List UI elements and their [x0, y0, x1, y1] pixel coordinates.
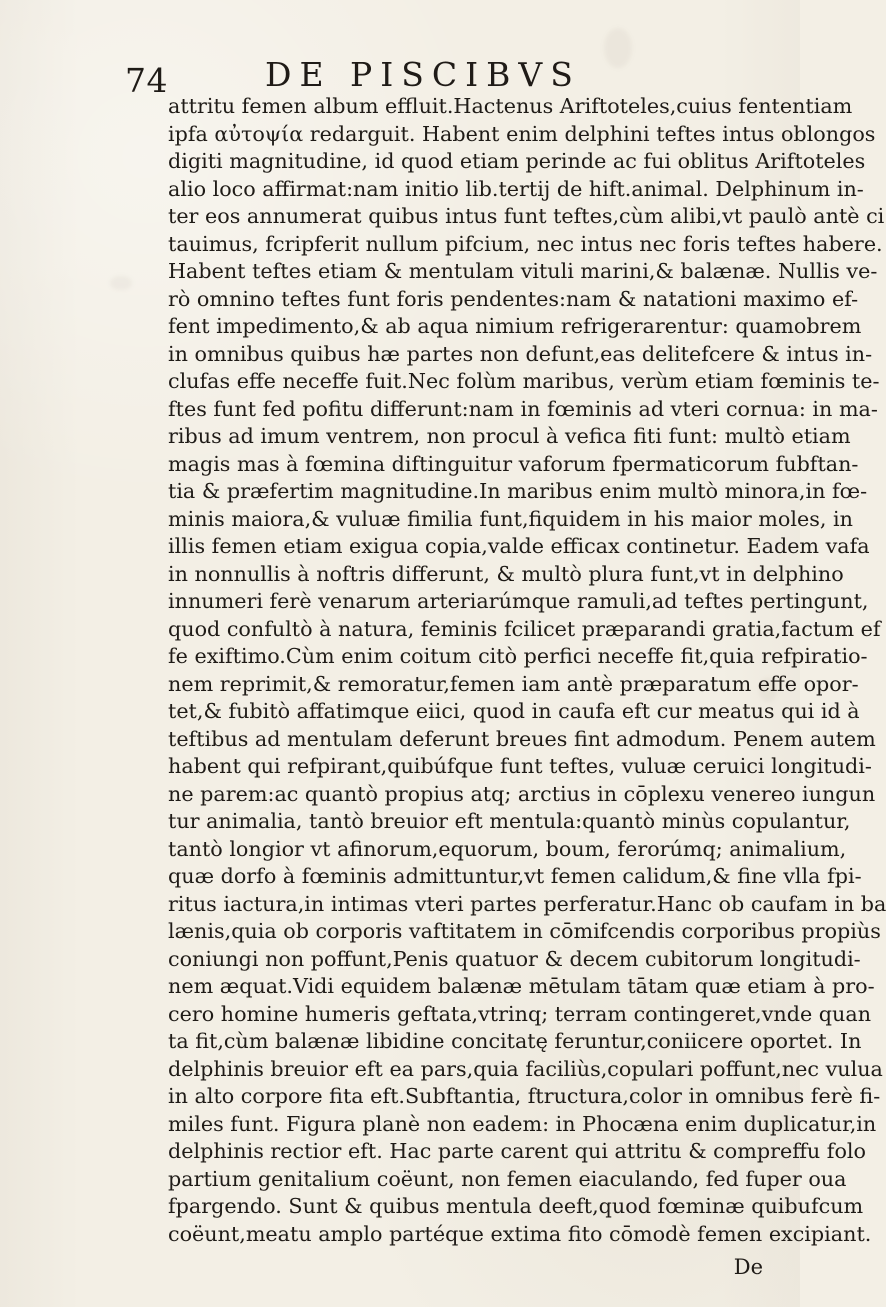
page-number: 74: [125, 61, 168, 100]
text-line: quæ dorfo à fœminis admittuntur,vt femen calidum,& fine vlla fpi-: [168, 864, 862, 888]
text-line: tantò longior vt afinorum,equorum, boum, ferorúmq; animalium,: [168, 836, 847, 861]
text-line: lænis,quia ob corporis vaftitatem in cōmifcendis corporibus propiùs: [168, 919, 881, 943]
text-line: cero homine humeris geftata,vtrinq; terram contingeret,vnde quan: [168, 1001, 872, 1026]
text-line: coëunt,meatu amplo partéque extima fito cōmodè femen excipiant.: [168, 1221, 872, 1246]
text-line: in omnibus quibus hæ partes non defunt,eas delitefcere & intus in-: [168, 341, 873, 366]
text-line: delphinis rectior eft. Hac parte carent qui attritu & compreffu folo: [168, 1139, 866, 1163]
text-line: ritus iactura,in intimas vteri partes perferatur.Hanc ob caufam in ba: [168, 891, 886, 916]
text-line: fent impedimento,& ab aqua nimium refrigerarentur: quamobrem: [168, 314, 862, 338]
text-line: fe exiftimo.Cùm enim coitum citò perfici neceffe fit,quia refpiratio-: [168, 644, 868, 668]
text-line: clufas effe neceffe fuit.Nec folùm maribus, verùm etiam fœminis te-: [168, 369, 880, 393]
text-line: in alto corpore fita eft.Subftantia, ftructura,color in omnibus ferè fi-: [168, 1084, 881, 1108]
text-line: partium genitalium coëunt, non femen eiaculando, fed fuper oua: [168, 1166, 847, 1191]
text-line: teftibus ad mentulam deferunt breues fint admodum. Penem autem: [168, 726, 876, 751]
text-line: habent qui refpirant,quibúfque funt teftes, vuluæ ceruici longitudi-: [168, 754, 872, 778]
text-line: tet,& fubitò affatimque eiici, quod in caufa eft cur meatus qui id à: [168, 699, 860, 723]
text-line: minis maiora,& vuluæ fimilia funt,fiquidem in his maior moles, in: [168, 506, 853, 531]
text-line: digiti magnitudine, id quod etiam perinde ac fui oblitus Ariftoteles: [168, 149, 866, 173]
text-line: tauimus, fcripferit nullum pifcium, nec intus nec foris teftes habere.: [168, 231, 883, 256]
text-line: ipfa αὐτοψία redarguit. Habent enim delphini teftes intus oblongos: [168, 121, 876, 146]
text-line: alio loco affirmat:nam initio lib.tertij de hift.animal. Delphinum in-: [168, 176, 864, 201]
text-line: magis mas à fœmina diftinguitur vaforum fpermaticorum fubftan-: [168, 451, 859, 476]
text-line: innumeri ferè venarum arteriarúmque ramuli,ad teftes pertingunt,: [168, 589, 869, 613]
text-line: attritu femen album effluit.Hactenus Ariftoteles,cuius fententiam: [168, 94, 853, 118]
text-line: nem reprimit,& remoratur,femen iam antè præparatum effe opor-: [168, 671, 859, 696]
paper-stain: [110, 276, 132, 290]
text-line: coniungi non poffunt,Penis quatuor & decem cubitorum longitudi-: [168, 946, 861, 971]
text-line: tia & præfertim magnitudine.In maribus enim multò minora,in fœ-: [168, 479, 868, 503]
text-line: nem æquat.Vidi equidem balænæ mētulam tātam quæ etiam à pro-: [168, 974, 875, 998]
main-text-block: [168, 93, 886, 1248]
catchword: De: [733, 1255, 763, 1279]
text-line: delphinis breuior eft ea pars,quia faciliùs,copulari poffunt,nec vulua: [168, 1056, 883, 1081]
running-head: DE PISCIBVS: [265, 55, 581, 94]
text-line: ter eos annumerat quibus intus funt teftes,cùm alibi,vt paulò antè ci: [168, 204, 885, 228]
text-line: in nonnullis à noftris differunt, & multò plura funt,vt in delphino: [168, 561, 844, 586]
text-line: ne parem:ac quantò propius atq; arctius in cōplexu venereo iungun: [168, 781, 876, 806]
text-line: ftes funt fed pofitu differunt:nam in fœminis ad vteri cornua: in ma-: [168, 396, 878, 421]
text-line: fpargendo. Sunt & quibus mentula deeft,quod fœminæ quibufcum: [168, 1194, 864, 1218]
text-line: quod confultò à natura, feminis fcilicet præparandi gratia,factum ef: [168, 616, 881, 641]
text-line: ta fit,cùm balænæ libidine concitatę feruntur,coniicere oportet. In: [168, 1029, 862, 1053]
text-line: miles funt. Figura planè non eadem: in Phocæna enim duplicatur,in: [168, 1111, 877, 1136]
text-line: Habent teftes etiam & mentulam vituli marini,& balænæ. Nullis ve-: [168, 259, 878, 283]
text-line: tur animalia, tantò breuior eft mentula:quantò minùs copulantur,: [168, 809, 851, 833]
text-line: ribus ad imum ventrem, non procul à vefica fiti funt: multò etiam: [168, 424, 851, 448]
text-line: illis femen etiam exigua copia,valde efficax continetur. Eadem vafa: [168, 534, 870, 558]
text-line: rò omnino teftes funt foris pendentes:nam & natationi maximo ef-: [168, 286, 859, 311]
